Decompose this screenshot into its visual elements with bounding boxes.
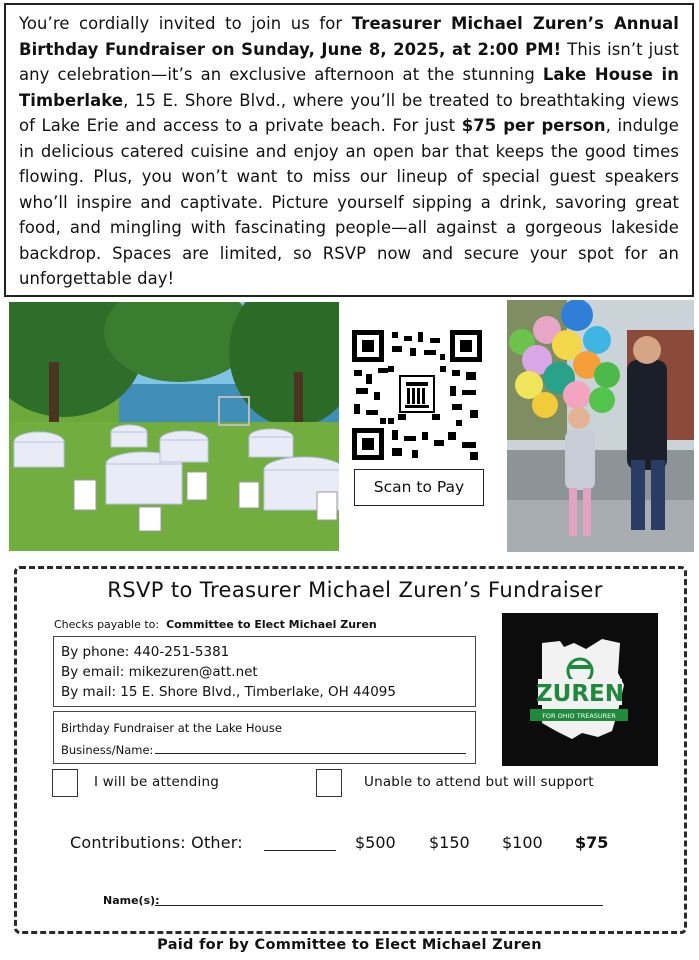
logo-tagline: FOR OHIO TREASURER bbox=[542, 712, 616, 720]
payment-qr-code[interactable] bbox=[352, 330, 482, 460]
logo-name: ZUREN bbox=[535, 681, 625, 707]
zuren-logo bbox=[502, 613, 658, 766]
checks-payable bbox=[54, 618, 377, 631]
event-name-box bbox=[53, 711, 476, 764]
other-amount-field[interactable] bbox=[264, 850, 336, 851]
contact-email: By email: mikezuren@att.net bbox=[61, 664, 258, 680]
contact-mail: By mail: 15 E. Shore Blvd., Timberlake, OH 44095 bbox=[61, 684, 396, 700]
intro-p4: , indulge in delicious catered cuisine and enjoy an open bar that keeps the good times flowing. Plus, you won’t want to miss our lineup of special guest speakers who’ll inspire and captivate. Picture yourself sipping a drink, savoring great food, and mingling with fascinating people—all against a gorgeous lakeside backdrop. Spaces are limited, so RSVP now and secure your spot for an unforgettable day! bbox=[19, 116, 679, 288]
invitation-text bbox=[4, 3, 694, 297]
rsvp-title: RSVP to Treasurer Michael Zuren’s Fundraiser bbox=[107, 578, 603, 602]
intro-p2: This isn’t just any celebration—it’s an exclusive afternoon at the stunning bbox=[19, 39, 679, 84]
business-name-field[interactable] bbox=[155, 742, 466, 754]
intro-price: $75 per person bbox=[461, 116, 606, 135]
intro-venue: Lake House in Timberlake bbox=[19, 65, 679, 110]
paid-for-by-footer: Paid for by Committee to Elect Michael Zuren bbox=[157, 937, 542, 953]
amount-75[interactable]: $75 bbox=[575, 833, 609, 852]
attending-label: I will be attending bbox=[94, 774, 219, 790]
attending-checkbox[interactable] bbox=[52, 769, 78, 797]
amount-500[interactable]: $500 bbox=[355, 833, 396, 852]
contributions-label: Contributions: Other: bbox=[70, 833, 243, 852]
intro-p3: , 15 E. Shore Blvd., where you’ll be treated to breathtaking views of Lake Erie and access to a private beach. For just bbox=[19, 90, 679, 135]
contact-info-box bbox=[53, 636, 476, 707]
scan-to-pay-button[interactable]: Scan to Pay bbox=[354, 469, 484, 506]
intro-event-date: Treasurer Michael Zuren’s Annual Birthday Fundraiser on Sunday, June 8, 2025, at 2:00 PM! bbox=[19, 14, 679, 59]
checks-label: Checks payable to: bbox=[54, 618, 160, 631]
event-name: Birthday Fundraiser at the Lake House bbox=[61, 721, 282, 735]
intro-p1: You’re cordially invited to join us for bbox=[19, 14, 352, 33]
names-label: Name(s): bbox=[103, 894, 160, 907]
lake-house-lawn-photo bbox=[9, 302, 339, 551]
support-label: Unable to attend but will support bbox=[364, 774, 594, 790]
business-name-label: Business/Name: bbox=[61, 743, 154, 757]
amount-150[interactable]: $150 bbox=[429, 833, 470, 852]
support-checkbox[interactable] bbox=[316, 769, 342, 797]
amount-100[interactable]: $100 bbox=[502, 833, 543, 852]
contact-phone: By phone: 440-251-5381 bbox=[61, 644, 230, 660]
balloons-photo bbox=[507, 300, 694, 552]
names-field[interactable] bbox=[155, 905, 603, 906]
checks-payee: Committee to Elect Michael Zuren bbox=[166, 618, 377, 631]
